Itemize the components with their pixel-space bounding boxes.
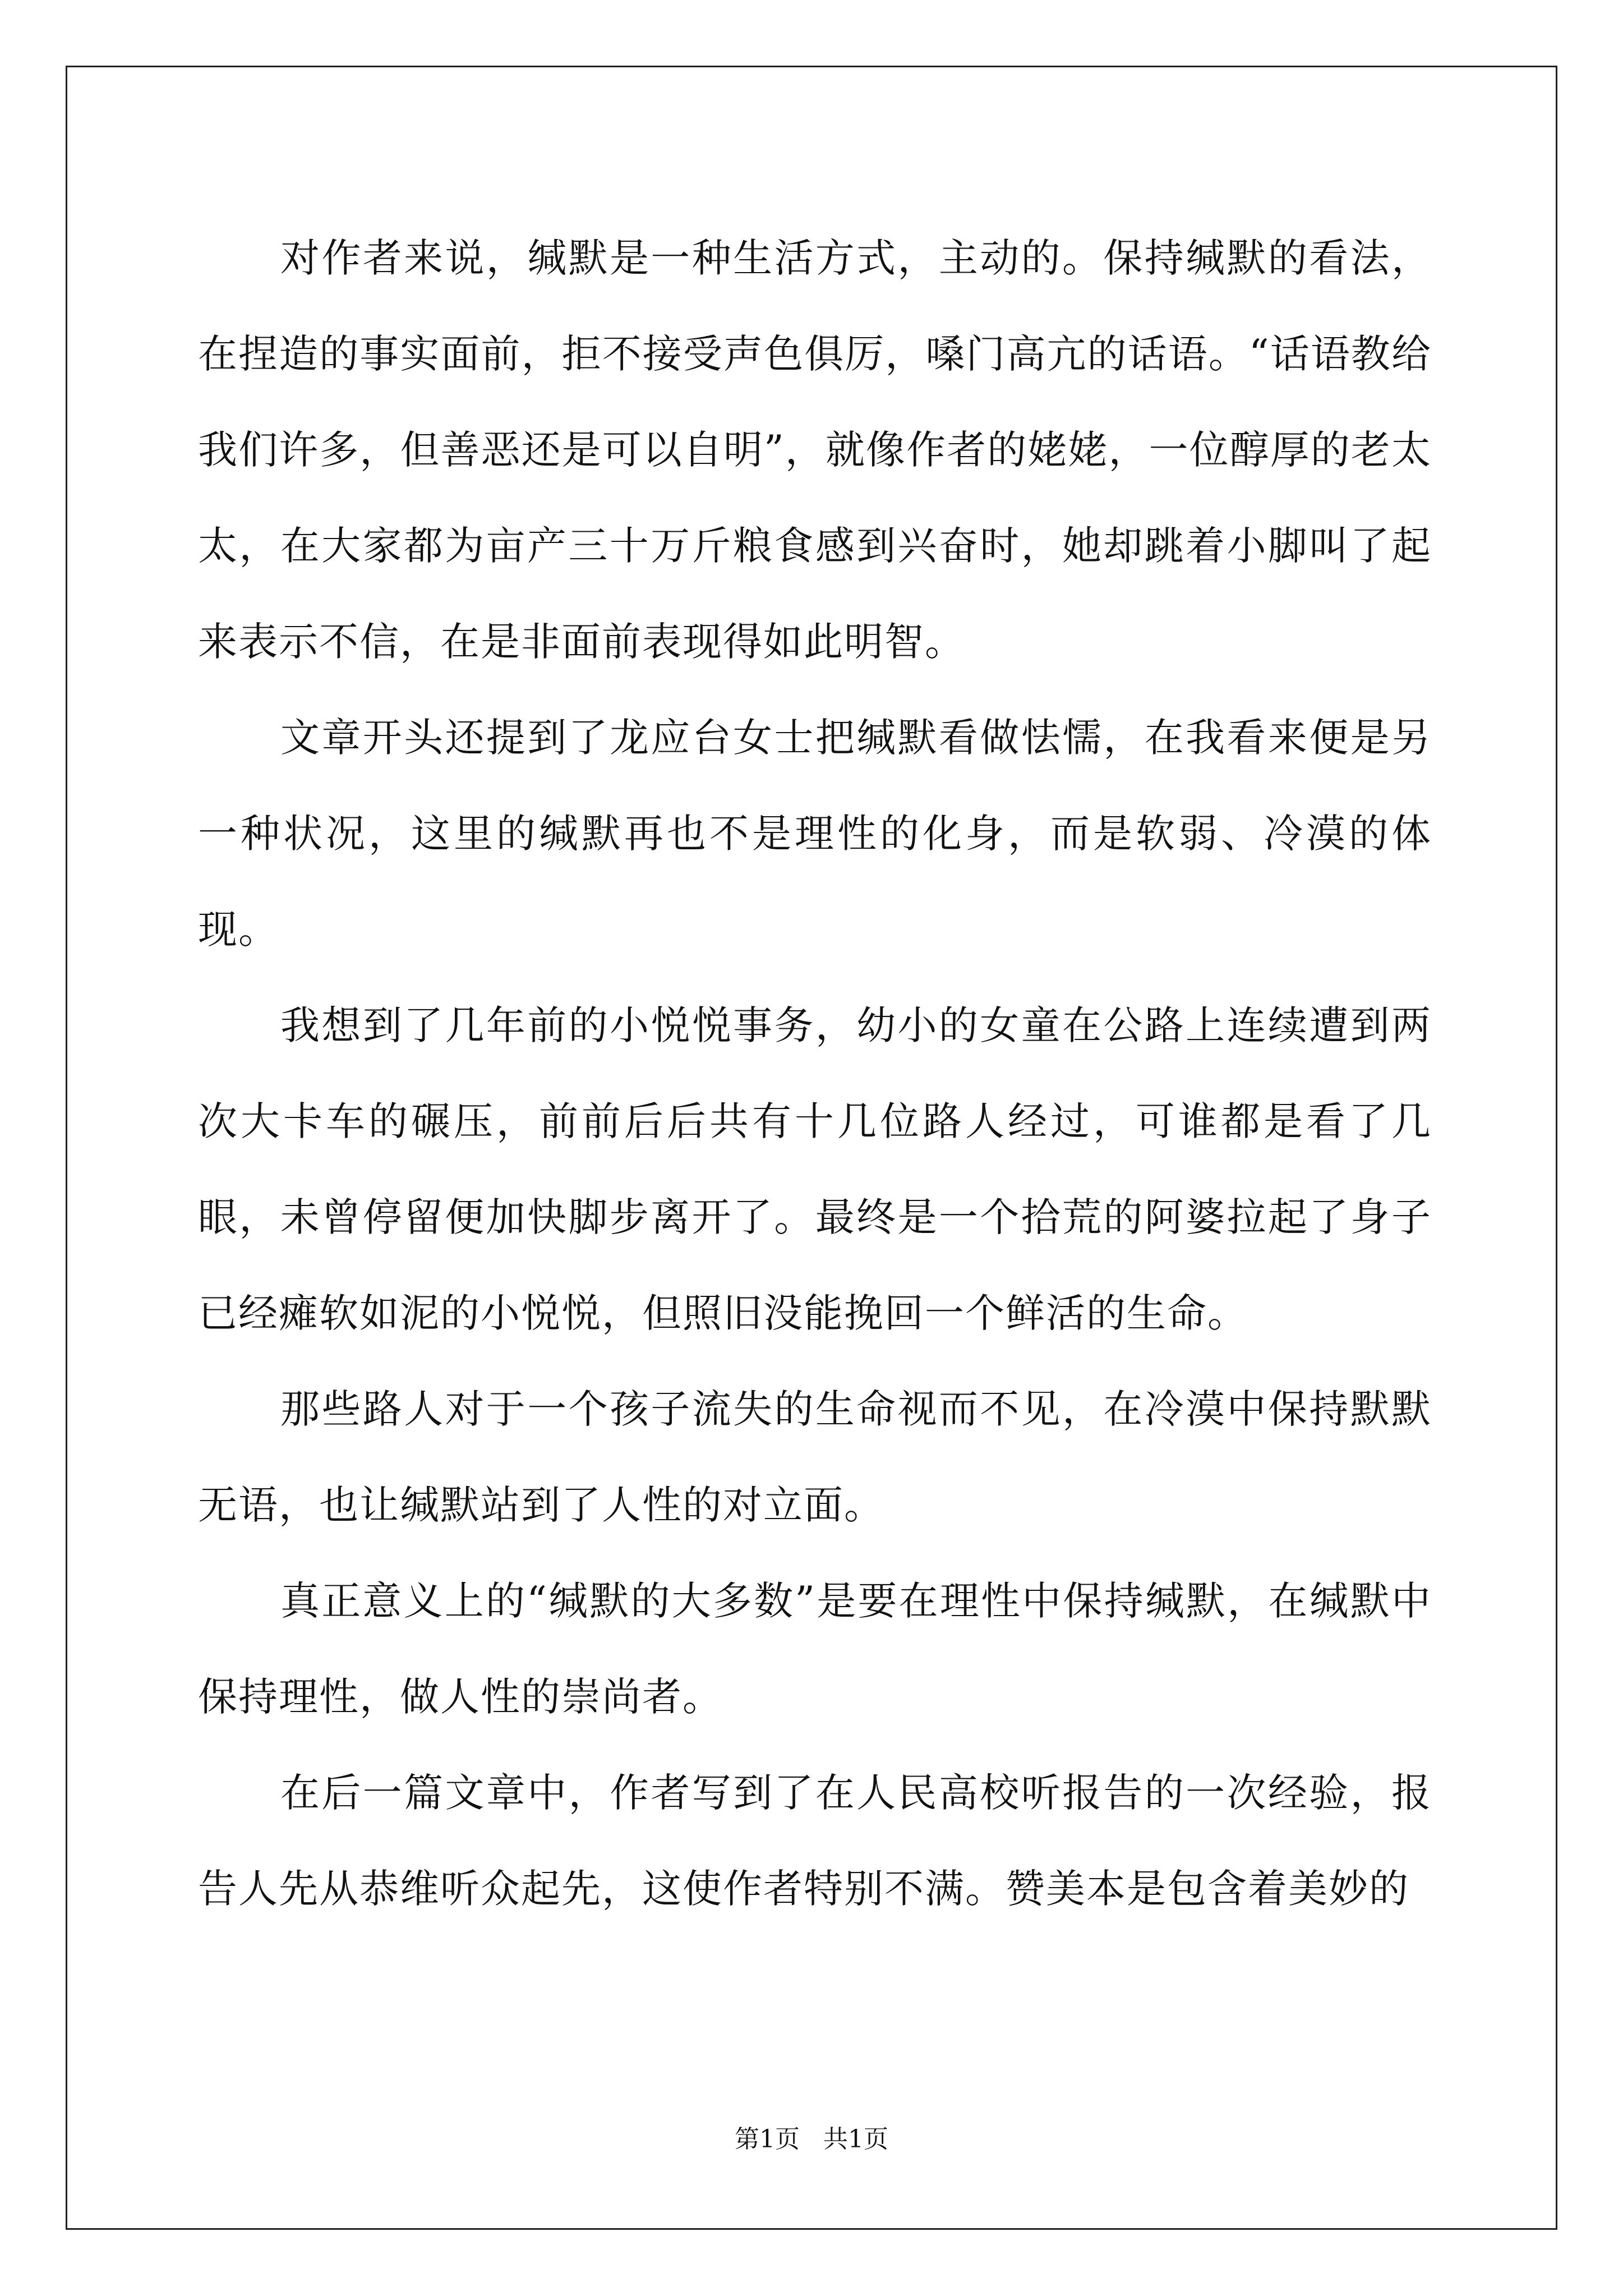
paragraph-4: 那些路人对于一个孩子流失的生命视而不见，在冷漠中保持默默无语，也让缄默站到了人性的对立面。 [198,1386,1432,1528]
paragraph-1: 对作者来说，缄默是一种生活方式，主动的。保持缄默的看法，在捏造的事实面前，拒不接受声色俱厉，嗓门高亢的话语。“话语教给我们许多，但善恶还是可以自明”，就像作者的姥姥，一位醇厚的老太太，在大家都为亩产三十万斤粮食感到兴奋时，她却跳着小脚叫了起来表示不信，在是非面前表现得如此明智。 [198,235,1432,665]
paragraph-5: 真正意义上的“缄默的大多数”是要在理性中保持缄默，在缄默中保持理性，做人性的崇尚者。 [198,1578,1432,1720]
paragraph-2: 文章开头还提到了龙应台女士把缄默看做怯懦，在我看来便是另一种状况，这里的缄默再也不是理性的化身，而是软弱、冷漠的体现。 [198,715,1432,953]
document-body [198,210,1432,1937]
paragraph-3: 我想到了几年前的小悦悦事务，幼小的女童在公路上连续遭到两次大卡车的碾压，前前后后共有十几位路人经过，可谁都是看了几眼，未曾停留便加快脚步离开了。最终是一个拾荒的阿婆拉起了身子已经瘫软如泥的小悦悦，但照旧没能挽回一个鲜活的生命。 [198,1002,1432,1336]
page-number-footer: 第1页 共1页 [735,2125,888,2154]
paragraph-6: 在后一篇文章中，作者写到了在人民高校听报告的一次经验，报告人先从恭维听众起先，这使作者特别不满。赞美本是包含着美妙的 [198,1770,1432,1912]
